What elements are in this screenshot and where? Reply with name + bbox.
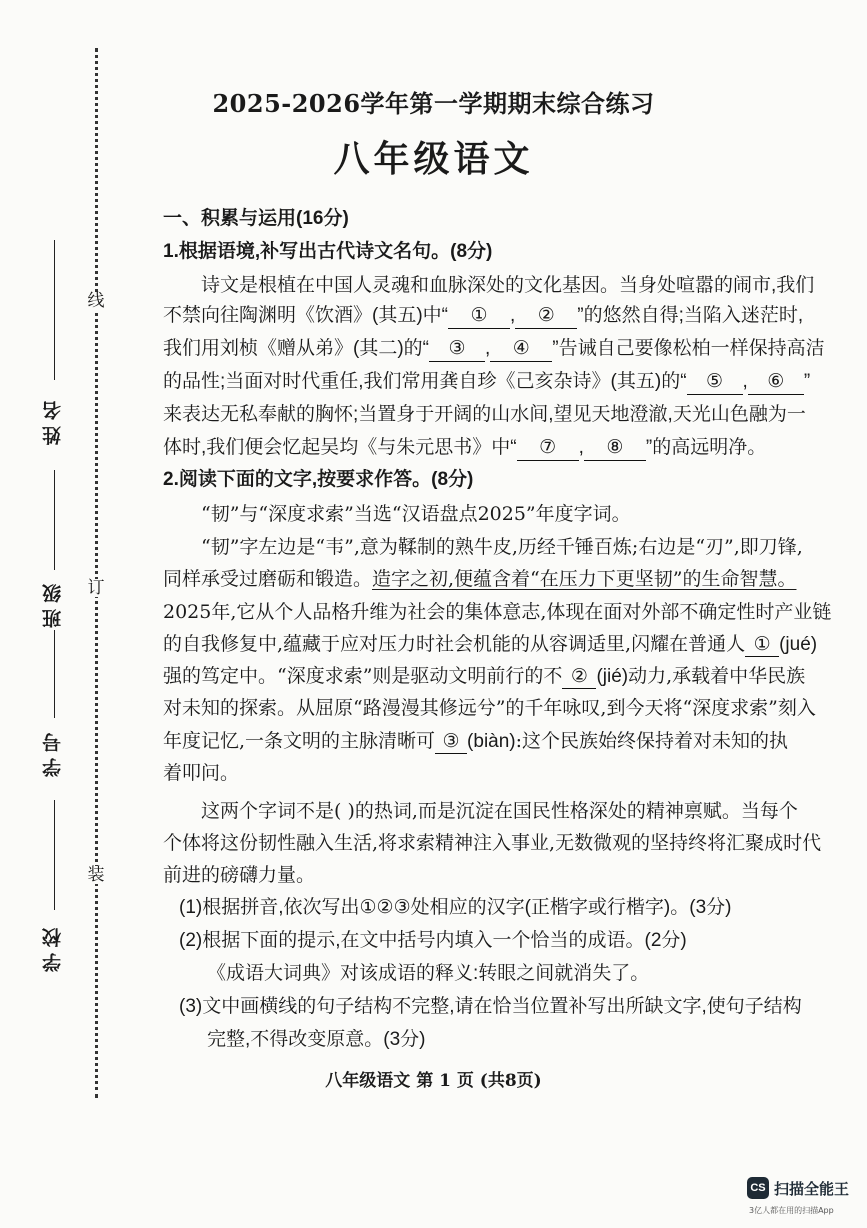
name-write-line <box>54 240 55 380</box>
q2-passage-line-6 <box>163 662 823 691</box>
q1-text: 体时,我们便会忆起吴均《与朱元思书》中“ <box>163 437 517 458</box>
passage-text: 强的笃定中。“深度求索”则是驱动文明前行的不 <box>163 665 563 687</box>
q1-blank-7[interactable]: ⑦ <box>517 436 579 461</box>
q2-subquestion-3: (3)文中画横线的句子结构不完整,请在恰当位置补写出所缺文字,使句子结构 <box>179 996 802 1017</box>
pinyin-blank-2[interactable]: ② <box>562 664 596 689</box>
q2-passage-line-4: 2025年,它从个人品格升维为社会的集体意志,体现在面对外部不确定性时产业链 <box>163 601 832 623</box>
page-footer: 八年级语文 第 1 页 (共8页) <box>325 1071 542 1091</box>
q1-blank-4[interactable]: ④ <box>490 337 552 362</box>
exam-title: 2025-2026学年第一学期期末综合练习 <box>212 89 655 118</box>
q1-line-2 <box>163 302 823 330</box>
q1-comma: , <box>578 437 584 458</box>
student-id-write-line <box>54 630 55 718</box>
q2-passage-line-9: 着叩问。 <box>163 762 240 784</box>
q1-text: 不禁向往陶渊明《饮酒》(其五)中“ <box>163 305 448 326</box>
q1-blank-5[interactable]: ⑤ <box>687 370 743 395</box>
q1-blank-1[interactable]: ① <box>448 304 510 329</box>
q1-text: ”的高远明净。 <box>645 437 767 458</box>
q1-line-4 <box>163 368 823 396</box>
watermark-name: 扫描全能王 <box>774 1180 850 1198</box>
cut-mark-zhuang: 装 <box>87 865 105 885</box>
q2-subquestion-3-cont: 完整,不得改变原意。(3分) <box>207 1029 426 1050</box>
q1-comma: , <box>484 338 491 359</box>
name-label: 姓名 <box>42 395 64 445</box>
q1-text: 我们用刘桢《赠从弟》(其二)的“ <box>163 338 429 359</box>
class-field[interactable] <box>42 470 68 630</box>
q2-stem: 2.阅读下面的文字,按要求作答。(8分) <box>163 469 474 490</box>
class-label: 班级 <box>42 578 64 628</box>
q2-passage-line-5 <box>163 630 823 659</box>
exam-subject: 八年级语文 <box>333 139 534 180</box>
passage-text: 的自我修复中,蕴藏于应对压力时社会机能的从容调适里,闪耀在普通人 <box>163 633 746 655</box>
passage-text: :这个民族始终保持着对未知的执 <box>515 730 789 752</box>
q2-subquestion-1: (1)根据拼音,依次写出①②③处相应的汉字(正楷字或行楷字)。(3分) <box>179 897 732 918</box>
q1-comma: , <box>742 371 748 392</box>
q1-comma: , <box>509 305 516 326</box>
q2-subquestion-2-hint: 《成语大词典》对该成语的释义:转眼之间就消失了。 <box>207 963 650 984</box>
q2-passage-line-10: 这两个字词不是( )的热词,而是沉淀在国民性格深处的精神禀赋。当每个 <box>201 800 798 822</box>
pinyin-blank-3[interactable]: ③ <box>435 729 467 754</box>
school-write-line <box>54 800 55 910</box>
q1-text: ”告诫自己要像松柏一样保持高洁 <box>552 338 825 359</box>
q1-text: 的品性;当面对时代重任,我们常用龚自珍《己亥杂诗》(其五)的“ <box>163 371 687 392</box>
underlined-sentence: 造字之初,便蕴含着“在压力下更坚韧”的生命智慧。 <box>372 568 797 590</box>
cut-mark-xian: 线 <box>87 291 105 311</box>
pinyin-hint-1: (jué) <box>779 634 818 655</box>
q2-passage-line-2: “韧”字左边是“韦”,意为鞣制的熟牛皮,历经千锤百炼;右边是“刃”,即刀锋, <box>201 536 803 558</box>
camscanner-logo-icon: CS <box>747 1177 769 1199</box>
school-field[interactable] <box>42 800 68 980</box>
q1-text: ”的悠然自得;当陷入迷茫时, <box>577 305 804 326</box>
q1-line-1: 诗文是根植在中国人灵魂和血脉深处的文化基因。当身处喧嚣的闹市,我们 <box>201 275 815 296</box>
q1-line-3 <box>163 335 823 363</box>
pinyin-hint-3: (biàn) <box>467 731 516 752</box>
q2-passage-line-7: 对未知的探索。从屈原“路漫漫其修远兮”的千年咏叹,到今天将“深度求索”刻入 <box>163 697 816 719</box>
passage-text: 动力,承载着中华民族 <box>628 665 806 687</box>
school-label: 学校 <box>42 922 64 972</box>
q1-line-6 <box>163 434 823 462</box>
q1-blank-2[interactable]: ② <box>515 304 577 329</box>
q1-blank-3[interactable]: ③ <box>429 337 485 362</box>
q1-text: ” <box>803 371 811 392</box>
q2-passage-line-3 <box>163 565 823 593</box>
q2-passage-line-11: 个体将这份韧性融入生活,将求索精神注入事业,无数微观的坚持终将汇聚成时代 <box>163 832 822 854</box>
q2-subquestion-2: (2)根据下面的提示,在文中括号内填入一个恰当的成语。(2分) <box>179 930 687 951</box>
student-id-label: 学号 <box>42 727 64 777</box>
pinyin-blank-1[interactable]: ① <box>745 632 779 657</box>
q1-stem: 1.根据语境,补写出古代诗文名句。(8分) <box>163 241 493 262</box>
student-id-field[interactable] <box>42 630 68 780</box>
class-write-line <box>54 470 55 570</box>
section-heading: 一、积累与运用(16分) <box>163 208 349 229</box>
name-field[interactable] <box>42 240 68 460</box>
pinyin-hint-2: (jié) <box>596 666 629 687</box>
q1-blank-6[interactable]: ⑥ <box>748 370 804 395</box>
binding-dotted-line <box>95 48 98 1098</box>
watermark-sub: 3亿人都在用的扫描App <box>749 1206 834 1215</box>
cut-mark-ding: 订 <box>87 578 105 598</box>
q2-passage-line-8 <box>163 727 823 756</box>
passage-text: 同样承受过磨砺和锻造。 <box>163 568 373 590</box>
passage-text: 年度记忆,一条文明的主脉清晰可 <box>163 730 436 752</box>
q2-passage-line-12: 前进的磅礴力量。 <box>163 864 316 886</box>
q2-passage-line-1: “韧”与“深度求索”当选“汉语盘点2025”年度字词。 <box>201 503 631 525</box>
q1-line-5: 来表达无私奉献的胸怀;当置身于开阔的山水间,望见天地澄澈,天光山色融为一 <box>163 404 806 425</box>
q1-blank-8[interactable]: ⑧ <box>584 436 646 461</box>
